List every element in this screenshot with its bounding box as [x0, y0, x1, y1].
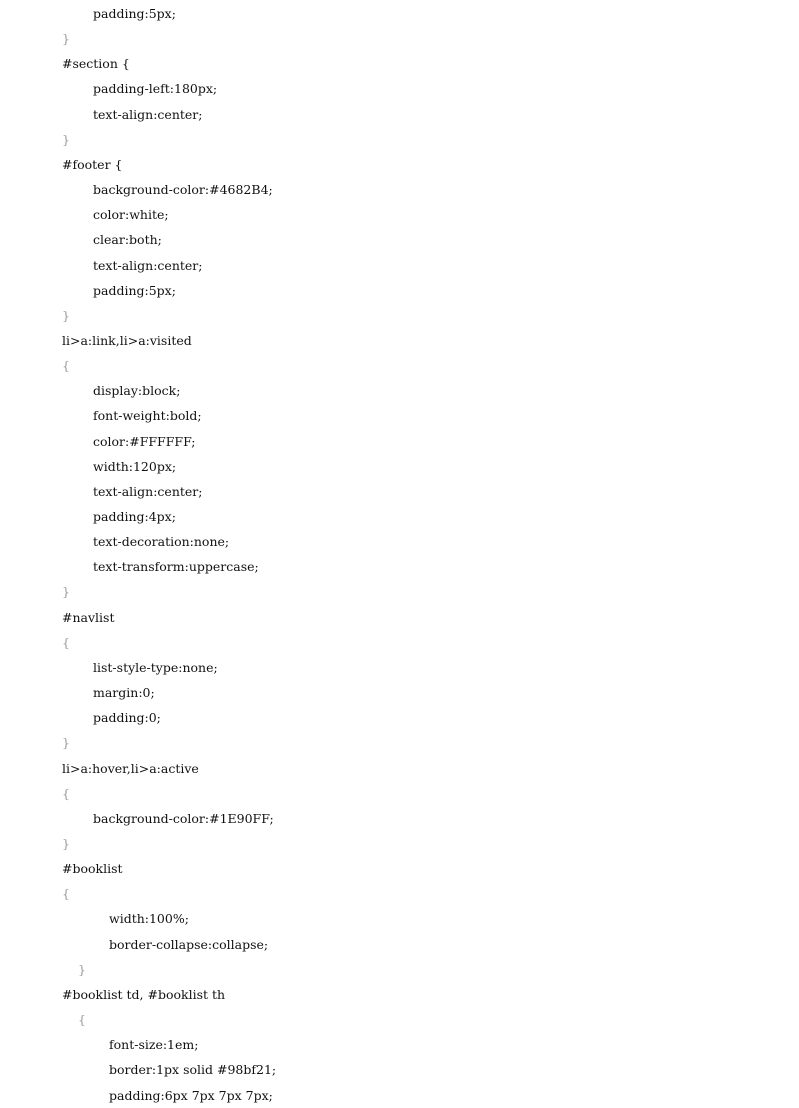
code-brace: { — [62, 785, 70, 801]
code-brace: } — [62, 131, 70, 147]
code-brace: } — [78, 961, 86, 977]
code-brace: } — [62, 835, 70, 851]
code-line: font-size:1em; — [109, 1037, 199, 1053]
code-line: padding:0; — [93, 710, 161, 726]
code-brace: } — [62, 735, 70, 751]
code-brace: } — [62, 307, 70, 323]
code-brace: } — [62, 31, 70, 47]
code-line: text-transform:uppercase; — [93, 559, 259, 575]
code-line: #booklist — [62, 861, 123, 877]
code-line: li>a:hover,li>a:active — [62, 760, 199, 776]
code-brace: { — [78, 1012, 86, 1027]
code-line: margin:0; — [93, 685, 155, 700]
code-line: background-color:#4682B4; — [93, 182, 273, 197]
code-brace: { — [62, 634, 70, 650]
code-line: border-collapse:collapse; — [109, 936, 269, 952]
code-line: li>a:link,li>a:visited — [62, 332, 192, 348]
code-line: padding-left:180px; — [93, 81, 218, 97]
code-line: padding:5px; — [93, 6, 176, 21]
code-line: color:white; — [93, 207, 169, 223]
code-brace: { — [62, 886, 70, 902]
code-line: #booklist td, #booklist th — [62, 986, 226, 1002]
code-line: text-align:center; — [93, 483, 203, 499]
code-line: font-weight:bold; — [93, 408, 202, 424]
code-line: padding:4px; — [93, 509, 176, 524]
code-line: padding:6px 7px 7px 7px; — [109, 1087, 273, 1103]
code-line: list-style-type:none; — [93, 659, 218, 675]
code-line: width:120px; — [93, 458, 177, 474]
code-line: border:1px solid #98bf21; — [109, 1062, 277, 1078]
code-line: width:100%; — [109, 911, 189, 927]
code-line: text-align:center; — [93, 106, 203, 122]
code-line: padding:5px; — [93, 282, 176, 298]
code-line: clear:both; — [93, 232, 162, 248]
code-line: text-decoration:none; — [93, 534, 230, 550]
code-line: #navlist — [62, 609, 115, 625]
code-line: #section { — [62, 56, 130, 72]
code-line: #footer { — [62, 156, 123, 172]
code-line: background-color:#1E90FF; — [93, 810, 274, 826]
code-line: color:#FFFFFF; — [93, 433, 196, 449]
code-line: display:block; — [93, 383, 181, 399]
code-brace: { — [62, 358, 70, 374]
code-line: text-align:center; — [93, 257, 203, 273]
code-brace: } — [62, 584, 70, 600]
